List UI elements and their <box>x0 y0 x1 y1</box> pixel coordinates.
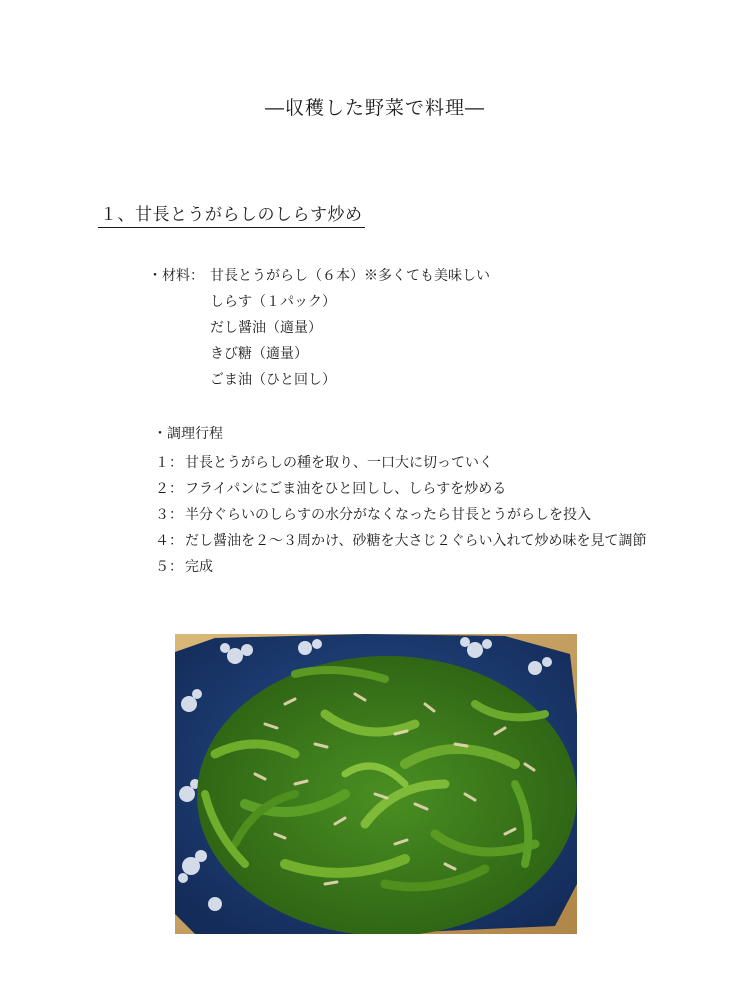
ingredient-item: ごま油（ひと回し） <box>210 372 336 388</box>
ingredient-row <box>148 370 490 396</box>
ingredient-item: しらす（１パック） <box>210 294 336 310</box>
ingredient-row <box>148 344 490 370</box>
step-text: 完成 <box>185 559 213 575</box>
step-text: フライパンにごま油をひと回しし、しらすを炒める <box>185 481 507 497</box>
step-number: ２： <box>155 481 183 497</box>
dish-photo <box>175 634 577 934</box>
step-item <box>155 476 655 502</box>
steps-list <box>155 450 655 580</box>
ingredient-row <box>148 318 490 344</box>
recipe-heading: １、甘長とうがらしのしらす炒め <box>98 200 365 228</box>
steps-heading: ・調理行程 <box>153 426 223 442</box>
step-text: 半分ぐらいのしらすの水分がなくなったら甘長とうがらしを投入 <box>185 507 591 523</box>
ingredient-item: だし醤油（適量） <box>210 320 322 336</box>
ingredient-item: 甘長とうがらし（６本）※多くても美味しい <box>210 268 490 284</box>
step-item <box>155 502 655 528</box>
page-title: ―収穫した野菜で料理― <box>264 97 485 119</box>
ingredient-row <box>148 292 490 318</box>
step-number: ５： <box>155 559 183 575</box>
step-item <box>155 528 655 554</box>
step-text: だし醤油を２～３周かけ、砂糖を大さじ２ぐらい入れて炒め味を見て調節 <box>185 533 647 549</box>
step-text: 甘長とうがらしの種を取り、一口大に切っていく <box>185 455 493 471</box>
step-item <box>155 554 655 580</box>
step-number: ３： <box>155 507 183 523</box>
ingredients-list <box>148 266 490 396</box>
ingredients-label: ・材料： <box>148 268 204 284</box>
step-number: ４： <box>155 533 183 549</box>
ingredient-item: きび糖（適量） <box>210 346 308 362</box>
step-item <box>155 450 655 476</box>
ingredient-row <box>148 266 490 292</box>
step-number: １： <box>155 455 183 471</box>
